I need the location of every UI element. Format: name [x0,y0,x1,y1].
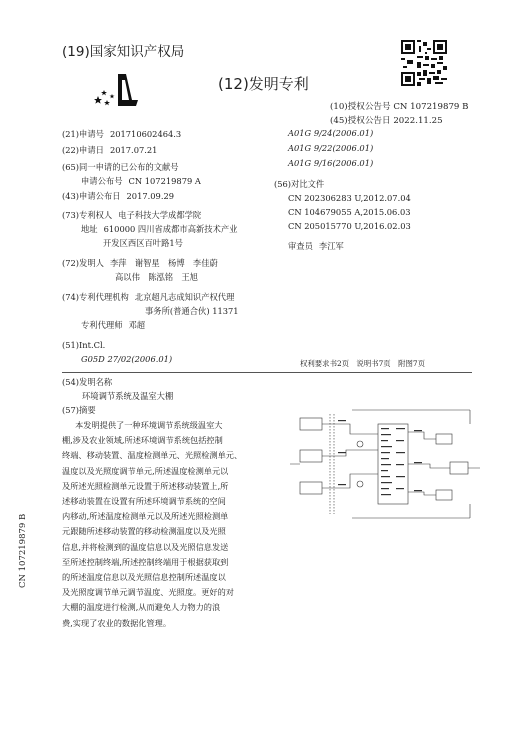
earlier-pub-no: CN 107219879 A [128,176,201,186]
reference-item: CN 104679055 A,2015.06.03 [288,207,411,217]
ipc-line: A01G 9/24(2006.01) [288,128,374,138]
agency-line2: 事务所(普通合伙) 11371 [145,306,239,316]
agent: 邓超 [128,320,146,330]
abstract-line: 费,实现了农业的数据化管理。 [62,617,172,628]
earlier-pub-date-label: (43)申请公布日 [62,191,121,201]
earlier-pub-label: (65)同一申请的已公布的文献号 [62,162,179,172]
qr-code-icon [401,40,447,86]
abstract-line: 述移动装置在设置有所述环境调节系统的空间 [62,496,226,507]
abstract-text [62,418,270,631]
examiner-label: 审查员 [288,241,313,251]
app-date: 2017.07.21 [109,145,158,155]
publication-date: (45)授权公告日 2022.11.25 [330,116,443,126]
publication-number: (10)授权公告号 CN 107219879 B [330,102,469,112]
address-line2: 开发区西区百叶路1号 [103,238,183,248]
earlier-pub-sub-label: 申请公布号 [81,176,123,186]
inventors-line2: 高以伟 陈泓铭 王旭 [115,272,198,282]
abstract-line: 终端、移动装置、温度检测单元、光照检测单元、 [62,450,243,461]
title-label: (54)发明名称 [62,377,113,387]
inventors-line1: 李萍 谢智星 杨博 李佳蔚 [109,258,218,268]
abstract-line: 本发明提供了一种环境调节系统级温室大 [75,420,223,430]
assignee: 电子科技大学成都学院 [118,210,202,220]
abstract-line: 元跟随所述移动装置的移动检测温度以及光照 [62,526,226,537]
abstract-line: 的所述温度信息以及光照信息控制所述温度以 [62,572,226,583]
address-line1: 610000 四川省成都市高新技术产业 [103,224,238,234]
app-date-label: (22)申请日 [62,145,104,155]
abstract-line: 温度以及光照度调节单元,所述温度检测单元以 [62,465,229,476]
agency-label: (74)专利代理机构 [62,292,129,302]
abstract-line: 至所述控制终端,所述控制终端用于根据获取到 [62,556,229,567]
abstract-line: 内移动,所述温度检测单元以及所述光照检测单 [62,511,229,522]
divider [62,372,472,373]
app-no-label: (21)申请号 [62,129,104,139]
examiner: 李江军 [318,241,344,251]
ipc-line: A01G 9/16(2006.01) [288,158,374,168]
abstract-line: 棚,涉及农业领域,所述环境调节系统包括控制 [62,435,223,446]
abstract-line: 及光照度调节单元调节温度、光照度。更好的对 [62,587,234,598]
reference-item: CN 202306283 U,2012.07.04 [288,193,411,203]
reference-item: CN 205015770 U,2016.02.03 [288,221,411,231]
abstract-line: 大棚的温度进行检测,从而避免人力物力的浪 [62,602,221,613]
abstract-label: (57)摘要 [62,405,96,415]
page-count-info: 权利要求书2页 说明书7页 附图7页 [300,359,425,368]
earlier-pub-date: 2017.09.29 [126,191,175,201]
circuit-schematic-figure [290,404,480,524]
intcl-line: G05D 27/02(2006.01) [81,354,173,364]
abstract-line: 及所述光照检测单元设置于所述移动装置上,所 [62,480,229,491]
inventors-label: (72)发明人 [62,258,104,268]
bibliographic-data-right [274,126,411,253]
invention-title: 环境调节系统及温室大棚 [82,391,174,401]
cnipa-emblem-icon [92,70,146,112]
bibliographic-data-left [62,126,239,366]
intcl-label: (51)Int.Cl. [62,340,106,350]
document-type: (12)发明专利 [218,75,309,93]
office-name: (19)国家知识产权局 [62,44,185,60]
app-no: 201710602464.3 [109,129,182,139]
agency-line1: 北京超凡志成知识产权代理 [134,292,235,302]
agent-label: 专利代理师 [81,320,123,330]
ipc-line: A01G 9/22(2006.01) [288,143,374,153]
assignee-label: (73)专利权人 [62,210,113,220]
side-publication-code: CN 107219879 B [18,513,28,588]
refs-label: (56)对比文件 [274,179,325,189]
abstract-line: 信息,并将检测到的温度信息以及光照信息发送 [62,541,229,552]
address-label: 地址 [81,224,98,234]
